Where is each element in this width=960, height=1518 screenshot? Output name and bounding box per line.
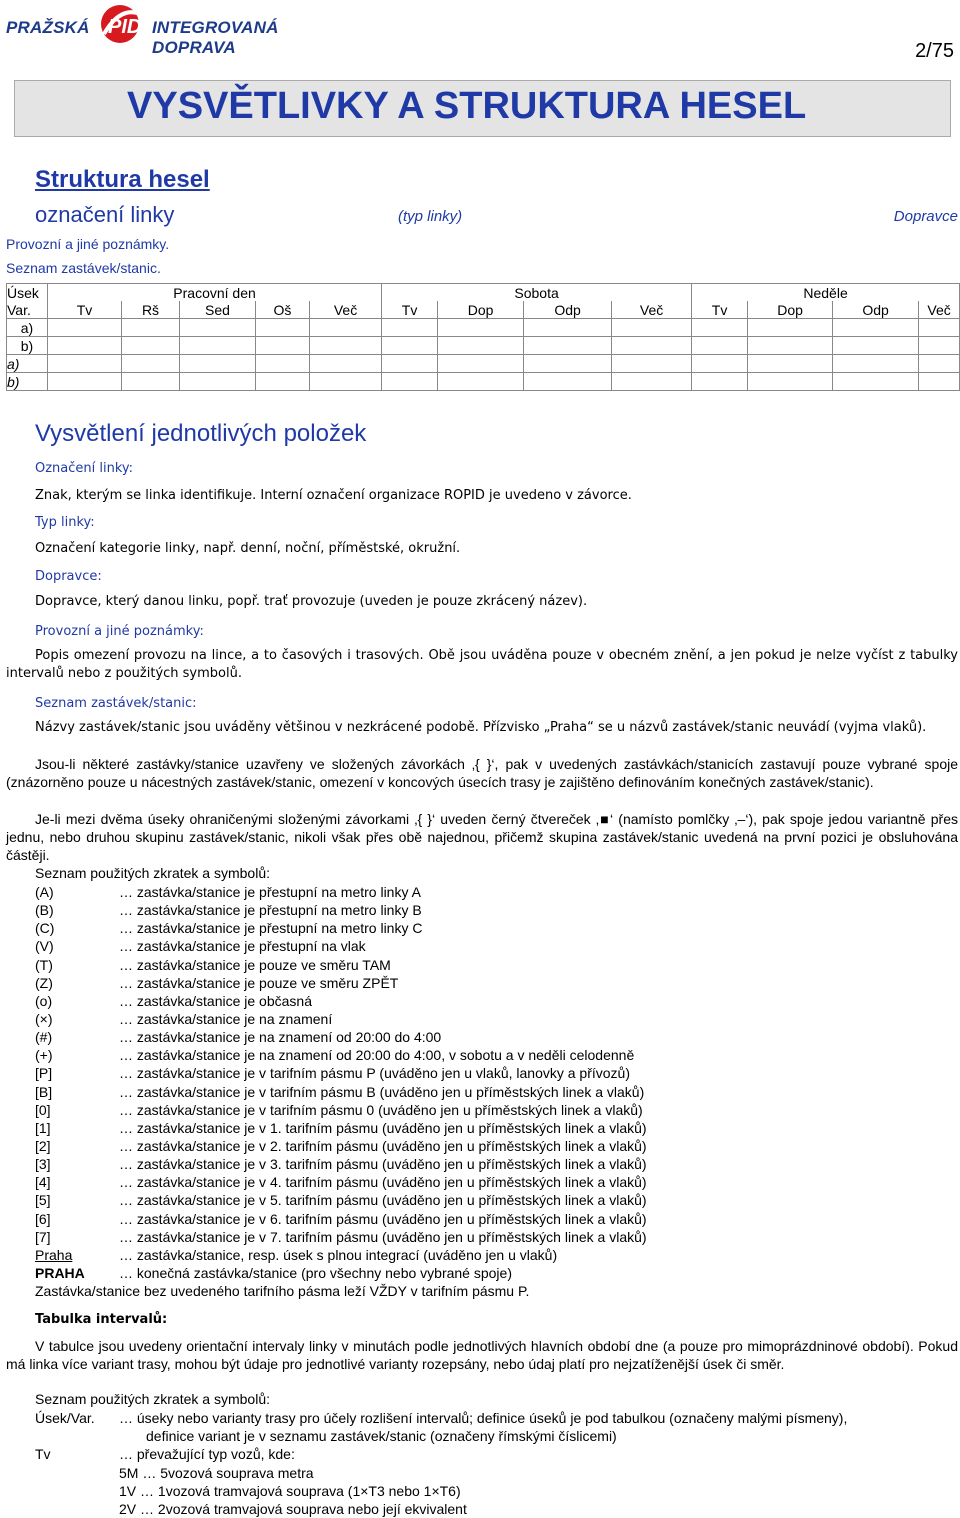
col-header: Tv [692,301,748,319]
item-label: Provozní a jiné poznámky: [35,624,204,639]
page-title: VYSVĚTLIVKY A STRUKTURA HESEL [127,85,807,127]
list-item: Praha … zastávka/stanice, resp. úsek s plnou integrací (uváděno jen u vlaků) [35,1246,558,1263]
list-item: (A) … zastávka/stanice je přestupní na metro linky A [35,884,421,900]
col-header: Tv [48,301,122,319]
list-item: (Z) … zastávka/stanice je pouze ve směru ZPĚT [35,974,399,991]
col-usek-header: Úsek [7,284,48,302]
row-label: b) [7,373,48,391]
col-header: Tv [382,301,438,319]
braces-paragraph: Jsou-li některé zastávky/stanice uzavřeny ve složených závorkách ‚{ }‘, pak v uvedených zastávkách/stanicích zastavují pouze vybrané spoje (znázorněno pouze u nácestných zastávek/stanic, omezení v koncových úsecích trasy je zajištěno definováním konečných zastávek/stanic). [6,756,958,790]
list-item: [0] … zastávka/stanice je v tarifním pásmu 0 (uváděno jen u příměstských linek a vlaků) [35,1101,643,1118]
list-item: [B] … zastávka/stanice je v tarifním pásmu B (uváděno jen u příměstských linek a vlaků) [35,1083,645,1100]
col-header: Dop [438,301,524,319]
col-header: Odp [524,301,612,319]
item-label: Dopravce: [35,569,102,584]
list-item: [7] … zastávka/stanice je v 7. tarifním pásmu (uváděno jen u příměstských linek a vlaků) [35,1228,647,1245]
intervals-symbols-heading: Seznam použitých zkratek a symbolů: [35,1391,270,1407]
stops-line: Seznam zastávek/stanic. [6,260,161,276]
brand-logo-text: PID [108,16,142,38]
intervals-text: V tabulce jsou uvedeny orientační intervaly linky v minutách podle jednotlivých hlavních období dne (a pouze pro mimoprázdninové období). Pokud má linka více variant trasy, mohou být údaje pro jednotlivé varianty rozepsány, nebo údaj platí pro nejzatíženější úsek či směr. [6,1338,958,1372]
list-item: (V) … zastávka/stanice je přestupní na vlak [35,938,366,955]
square-paragraph: Je-li mezi dvěma úseky ohraničenými složenými závorkami ‚{ }‘ uveden černý čtvereček ‚■‘ (namísto pomlčky ‚–‘), pak spoje jedou variantně přes jednu, nebo druhou skupinu zastávek/stanic, nikoli však přes obě najednou, přičemž skupina zastávek/stanic uvedená na první pozici je obsluhována částěji. [6,811,958,863]
list-item: [3] … zastávka/stanice je v 3. tarifním pásmu (uváděno jen u příměstských linek a vlaků) [35,1156,647,1173]
explain-heading: Vysvětlení jednotlivých položek [35,420,367,447]
list-item: (×) … zastávka/stanice je na znamení [35,1010,333,1027]
list-item: [4] … zastávka/stanice je v 4. tarifním pásmu (uváděno jen u příměstských linek a vlaků) [35,1174,647,1191]
item-label: Typ linky: [35,515,95,530]
col-header: Oš [256,301,310,319]
sub-list-item: 5M … 5vozová souprava metra [119,1464,314,1481]
list-item-continued: definice variant je v seznamu zastávek/stanic (označeny římskými číslicemi) [146,1428,617,1445]
item-text: Názvy zastávek/stanic jsou uváděny většinou v nezkrácené podobě. Přízvisko „Praha“ se u názvů zastávek/stanic neuvádí (vyjma vlaků). [35,720,927,735]
item-text: Popis omezení provozu na lince, a to časových i trasových. Obě jsou uváděna pouze v obecném znění, a jen pokud je nelze vyčíst z tabulky intervalů nebo z použitých symbolů. [6,648,958,681]
list-item: [2] … zastávka/stanice je v 2. tarifním pásmu (uváděno jen u příměstských linek a vlaků) [35,1137,647,1154]
group-sunday: Neděle [692,284,960,302]
list-item: (o) … zastávka/stanice je občasná [35,992,312,1009]
line-label: označení linky [35,202,175,227]
list-item: (+) … zastávka/stanice je na znamení od 20:00 do 4:00, v sobotu a v neděli celodenně [35,1047,635,1064]
list-item: [5] … zastávka/stanice je v 5. tarifním pásmu (uváděno jen u příměstských linek a vlaků) [35,1192,647,1209]
item-text: Označení kategorie linky, např. denní, noční, příměstské, okružní. [35,541,461,556]
col-header: Več [612,301,692,319]
item-label: Označení linky: [35,461,134,476]
col-header: Več [919,301,960,319]
symbols-heading: Seznam použitých zkratek a symbolů: [35,865,270,881]
col-header: Odp [833,301,919,319]
title-banner [14,80,951,137]
sub-list-item: 1V … 1vozová tramvajová souprava (1×T3 nebo 1×T6) [119,1482,461,1499]
col-header: Dop [748,301,833,319]
line-type-label: (typ linky) [398,208,463,225]
row-label: a) [7,355,48,373]
list-item: [P] … zastávka/stanice je v tarifním pásmu P (uváděno jen u vlaků, lanovky a přívozů) [35,1065,630,1082]
group-saturday: Sobota [382,284,692,302]
intervals-heading: Tabulka intervalů: [35,1312,168,1327]
interval-table-template [6,283,960,391]
pid-logo [6,4,358,57]
col-var-header: Var. [7,301,48,319]
symbols-list [35,883,647,1300]
list-item: [6] … zastávka/stanice je v 6. tarifním pásmu (uváděno jen u příměstských linek a vlaků) [35,1210,647,1227]
list-item: Tv … převažující typ vozů, kde: [35,1446,295,1463]
structure-heading: Struktura hesel [35,166,210,193]
notes-line: Provozní a jiné poznámky. [6,236,170,252]
item-text: Dopravce, který danou linku, popř. trať provozuje (uveden je pouze zkrácený název). [35,594,588,609]
list-item: [1] … zastávka/stanice je v 1. tarifním pásmu (uváděno jen u příměstských linek a vlaků) [35,1119,647,1136]
list-item: (T) … zastávka/stanice je pouze ve směru TAM [35,956,391,973]
col-header: Sed [180,301,256,319]
zone-note: Zastávka/stanice bez uvedeného tarifního pásma leží VŽDY v tarifním pásmu P. [35,1283,530,1300]
row-label: a) [7,319,48,337]
row-label: b) [7,337,48,355]
brand-left-text: PRAŽSKÁ [6,18,90,37]
page-number: 2/75 [915,40,954,62]
list-item: (#) … zastávka/stanice je na znamení od 20:00 do 4:00 [35,1029,442,1046]
brand-right-text: INTEGROVANÁ DOPRAVA [152,18,279,57]
list-item: (C) … zastávka/stanice je přestupní na metro linky C [35,920,423,937]
list-item: (B) … zastávka/stanice je přestupní na metro linky B [35,902,422,919]
sub-list-item: 2V … 2vozová tramvajová souprava nebo její ekvivalent [119,1501,467,1518]
list-item: PRAHA … konečná zastávka/stanice (pro všechny nebo vybrané spoje) [35,1264,512,1281]
list-item: Úsek/Var. … úseky nebo varianty trasy pro účely rozlišení intervalů; definice úseků je pod tabulkou (označeny malými písmeny), [35,1410,848,1426]
operator-label: Dopravce [893,208,958,225]
item-text: Znak, kterým se linka identifikuje. Interní označení organizace ROPID je uvedeno v závorce. [35,488,632,503]
item-label: Seznam zastávek/stanic: [35,696,197,711]
col-header: Več [310,301,382,319]
col-header: Rš [122,301,180,319]
group-weekday: Pracovní den [48,284,382,302]
intervals-symbols [35,1409,960,1518]
